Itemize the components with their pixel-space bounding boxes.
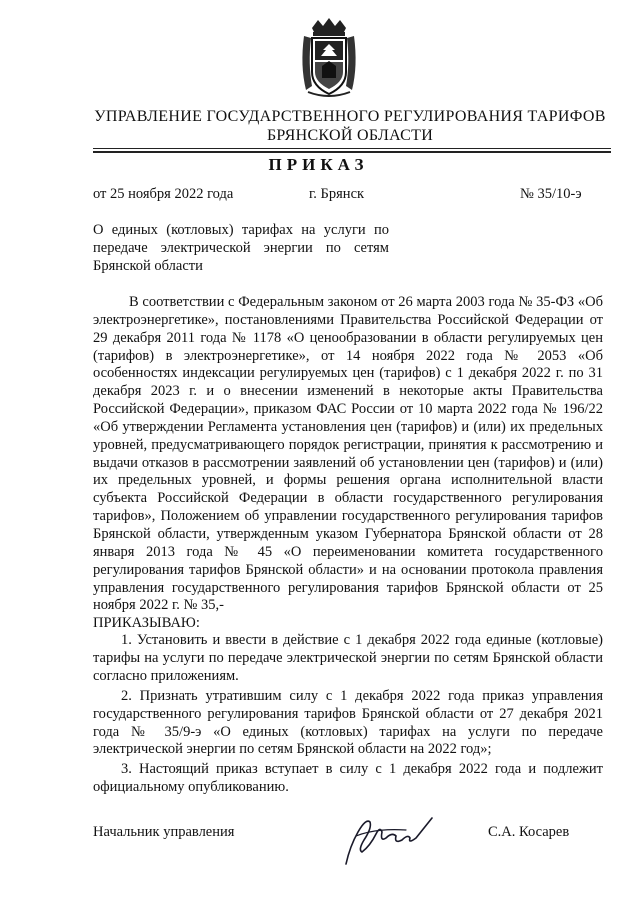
document-city: г. Брянск (309, 186, 365, 202)
order-item-1: 1. Установить и ввести в действие с 1 декабря 2022 года единые (котловые) тарифы на услуги по передаче электрической энергии по сетям Брянской области согласно приложениям. (93, 632, 603, 684)
handwritten-signature-icon (336, 806, 456, 868)
header-divider-thick (93, 151, 611, 153)
header-divider (93, 148, 611, 149)
document-title: ПРИКАЗ (268, 155, 369, 174)
document-subject: О единых (котловых) тарифах на услуги по передаче электрической энергии по сетям Брянской области (93, 222, 389, 274)
document-date: от 25 ноября 2022 года (93, 186, 234, 202)
order-item-3: 3. Настоящий приказ вступает в силу с 1 декабря 2022 года и подлежит официальному опубликованию. (93, 761, 603, 796)
signer-position: Начальник управления (93, 824, 235, 840)
document-body (93, 294, 603, 633)
signer-name: С.А. Косарев (488, 824, 570, 840)
order-word: ПРИКАЗЫВАЮ: (93, 615, 200, 632)
preamble-paragraph: В соответствии с Федеральным законом от 26 марта 2003 года № 35-ФЗ «Об электроэнергетике», постановлениями Правительства Российской Федерации от 29 декабря 2011 года № 1178 «О ценообразовании в области регулируемых цен (тарифов) в электроэнергетике», от 14 ноября 2022 года № 2053 «Об особенностях индексации регулируемых цен (тарифов) с 1 декабря 2022 г. по 31 декабря 2023 г. и о внесении изменений в некоторые акты Правительства Российской Федерации», приказом ФАС России от 10 марта 2022 года № 196/22 «Об утверждении Регламента установления цен (тарифов) и (или) их предельных уровней, предусматривающего порядок регистрации, принятия к рассмотрению и выдачи отказов в рассмотрении заявлений об установлении цен (тарифов) и (или) их предельных уровней, и формы решения органа исполнительной власти субъекта Российской Федерации в области государственного регулирования тарифов», Положением об управлении государственного регулирования тарифов Брянской области, утвержденным указом Губернатора Брянской области от 28 января 2013 года № 45 «О переименовании комитета государственного регулирования тарифов Брянской области» и на основании протокола правления управления государственного регулирования тарифов Брянской области от 25 ноября 2022 г. № 35,- (93, 294, 603, 614)
bryansk-coat-of-arms-icon (298, 16, 360, 98)
order-item-2: 2. Признать утратившим силу с 1 декабря 2022 года приказ управления государственного регулирования тарифов Брянской области от 27 декабря 2021 года № 35/9-э «О единых (котловых) тарифах на услуги по передаче электрической энергии по сетям Брянской области на 2022 год»; (93, 687, 603, 758)
document-number: № 35/10-э (520, 186, 582, 202)
organization-name-line1: УПРАВЛЕНИЕ ГОСУДАРСТВЕННОГО РЕГУЛИРОВАНИЯ ТАРИФОВ (94, 108, 606, 125)
order-items (93, 632, 603, 799)
organization-name-line2: БРЯНСКОЙ ОБЛАСТИ (266, 127, 434, 144)
